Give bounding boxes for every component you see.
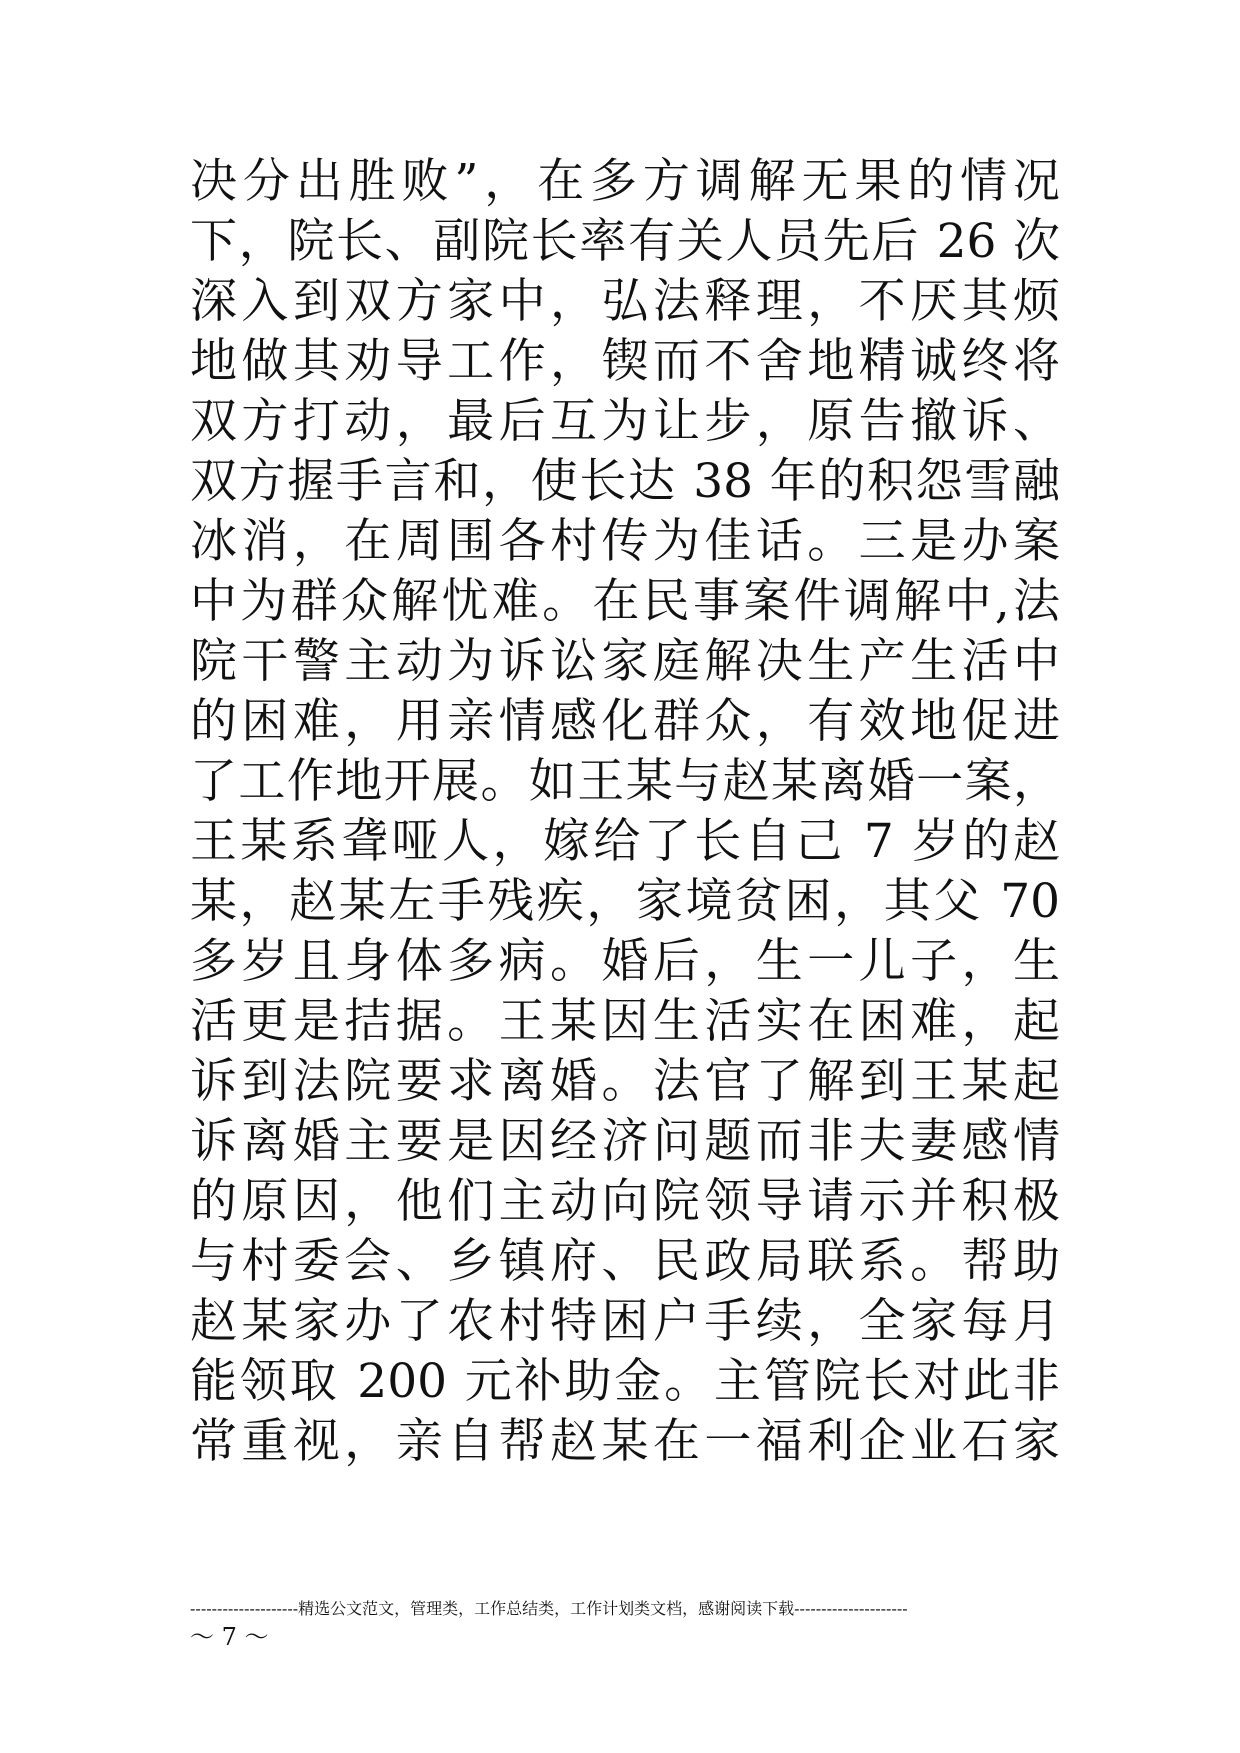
body-text: [190, 152, 1060, 1472]
text-line: 赵某家办了农村特困户手续，全家每月: [190, 1294, 1060, 1349]
text-line: 某，赵某左手残疾，家境贫困，其父 70: [190, 874, 1060, 929]
text-line: 能领取 200 元补助金。主管院长对此非: [190, 1354, 1060, 1409]
text-line: 多岁且身体多病。婚后，生一儿子，生: [190, 934, 1060, 989]
text-line: 了工作地开展。如王某与赵某离婚一案，: [190, 754, 1060, 809]
text-line: 的原因，他们主动向院领导请示并积极: [190, 1174, 1060, 1229]
text-line: 常重视，亲自帮赵某在一福利企业石家: [190, 1414, 1060, 1469]
text-line: 决分出胜败”，在多方调解无果的情况: [190, 154, 1060, 209]
text-line: 下，院长、副院长率有关人员先后 26 次: [190, 214, 1060, 269]
text-line: 双方握手言和，使长达 38 年的积怨雪融: [190, 454, 1060, 509]
text-line: 诉离婚主要是因经济问题而非夫妻感情: [190, 1114, 1060, 1169]
text-line: 与村委会、乡镇府、民政局联系。帮助: [190, 1234, 1060, 1289]
text-line: 的困难，用亲情感化群众，有效地促进: [190, 694, 1060, 749]
text-line: 深入到双方家中，弘法释理，不厌其烦: [190, 274, 1060, 329]
text-line: 地做其劝导工作，锲而不舍地精诚终将: [190, 334, 1060, 389]
page-number: ～ 7 ～: [190, 1623, 269, 1651]
text-line: 中为群众解忧难。在民事案件调解中,法: [190, 574, 1060, 629]
text-line: 双方打动，最后互为让步，原告撤诉、: [190, 394, 1060, 449]
footer-note: --------------------精选公文范文，管理类，工作总结类，工作计划类文档，感谢阅读下载---------------------: [190, 1599, 908, 1618]
text-line: 院干警主动为诉讼家庭解决生产生活中: [190, 634, 1060, 689]
text-line: 活更是拮据。王某因生活实在困难，起: [190, 994, 1060, 1049]
text-line: 冰消，在周围各村传为佳话。三是办案: [190, 514, 1060, 569]
text-line: 王某系聋哑人，嫁给了长自己 7 岁的赵: [190, 814, 1060, 869]
text-line: 诉到法院要求离婚。法官了解到王某起: [190, 1054, 1060, 1109]
